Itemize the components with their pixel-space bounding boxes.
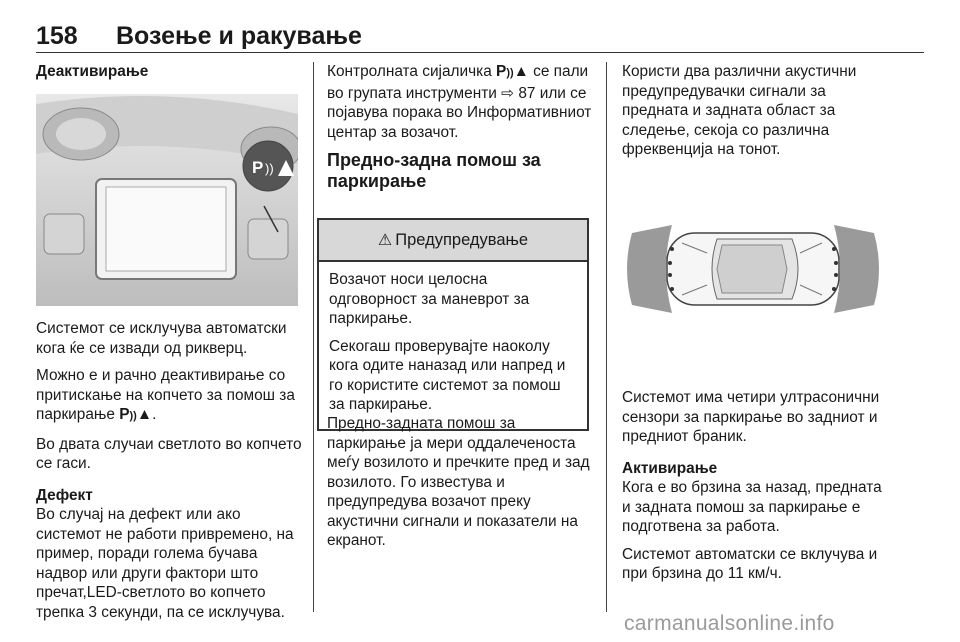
page-reference[interactable]: 87: [518, 84, 536, 102]
watermark: carmanualsonline.info: [624, 612, 835, 635]
warning-icon: ⚠: [377, 232, 393, 249]
paragraph-text: или се појавува порака во Информативниот центар за возачот.: [327, 84, 592, 141]
column-2: [327, 62, 593, 202]
warning-body: [319, 262, 587, 429]
paragraph: Во двата случаи светлото во копчето се гаси.: [36, 435, 302, 472]
header-rule: [36, 52, 924, 53]
chapter-title: Возење и ракување: [116, 22, 362, 50]
park-assist-icon: P))▲: [119, 406, 153, 423]
paragraph: Предно-задната помош за паркирање ја мери оддалеченоста меѓу возилото и пречките пред и зад возилото. Го известува и предупредува возачот преку акустични сигнали и показатели на екранот.: [327, 415, 590, 549]
column-3-body: [622, 388, 890, 592]
warning-title: Предупредување: [395, 230, 529, 249]
column-1: [36, 62, 306, 82]
svg-text:)): )): [265, 161, 274, 176]
warning-header: [319, 220, 587, 262]
section-heading-activation: Активирање: [622, 459, 718, 477]
dashboard-svg: [36, 94, 298, 306]
column-divider-2: [606, 62, 607, 612]
page-header: [36, 22, 924, 52]
paragraph: Системот има четири ултрасонични сензори за паркирање во задниот и предниот браник.: [622, 389, 880, 445]
page-number: 158: [36, 22, 78, 50]
warning-box: [317, 218, 589, 431]
section-heading-defect: Дефект: [36, 486, 93, 504]
column-1-body: [36, 319, 306, 630]
paragraph-end: .: [152, 406, 157, 423]
column-divider-1: [313, 62, 314, 612]
paragraph-control-light: [327, 62, 593, 142]
warning-paragraph: Секогаш проверувајте наоколу кога одите наназад или напред и го користите системот за помош за паркирање.: [329, 337, 566, 413]
column-2-body: [327, 414, 593, 559]
paragraph-defect: Во случај на дефект или ако системот не работи привремено, на пример, поради голема бучава надвор или други фактори што пречат,LED-светлото во копчето трепка 3 секунди, па се исклучува.: [36, 506, 294, 621]
warning-paragraph: Возачот носи целосна одговорност за маневрот за паркирање.: [329, 271, 530, 327]
paragraph-text: се пали во групата инструменти: [327, 63, 589, 102]
dashboard-illustration: [36, 94, 298, 306]
paragraph: Користи два различни акустични предупредувачки сигнали за предната и задната област за следење, секоја со различна фреквенција на тонот.: [622, 63, 857, 158]
park-assist-icon: P))▲: [496, 63, 529, 80]
car-svg: [622, 163, 884, 375]
section-heading-deactivation: Деактивирање: [36, 63, 149, 80]
paragraph: Системот се исклучува автоматски кога ќе се извади од рикверц.: [36, 320, 287, 357]
reference-arrow-icon: ⇨: [501, 84, 515, 102]
column-3: [622, 62, 890, 168]
svg-text:P: P: [252, 158, 264, 177]
section-heading-park-assist: Предно-задна помош за паркирање: [327, 150, 541, 191]
paragraph: Системот автоматски се вклучува и при брзина до 11 км/ч.: [622, 545, 878, 582]
car-sensor-illustration: [622, 163, 884, 375]
paragraph-manual-deactivation: [36, 366, 306, 427]
paragraph-text: Контролната сијаличка: [327, 63, 492, 80]
paragraph-text: Можно е и рачно деактивирање со притискање на копчето за помош за паркирање: [36, 367, 295, 423]
paragraph: Кога е во брзина за назад, предната и задната помош за паркирање е подготвена за работа.: [622, 479, 882, 535]
